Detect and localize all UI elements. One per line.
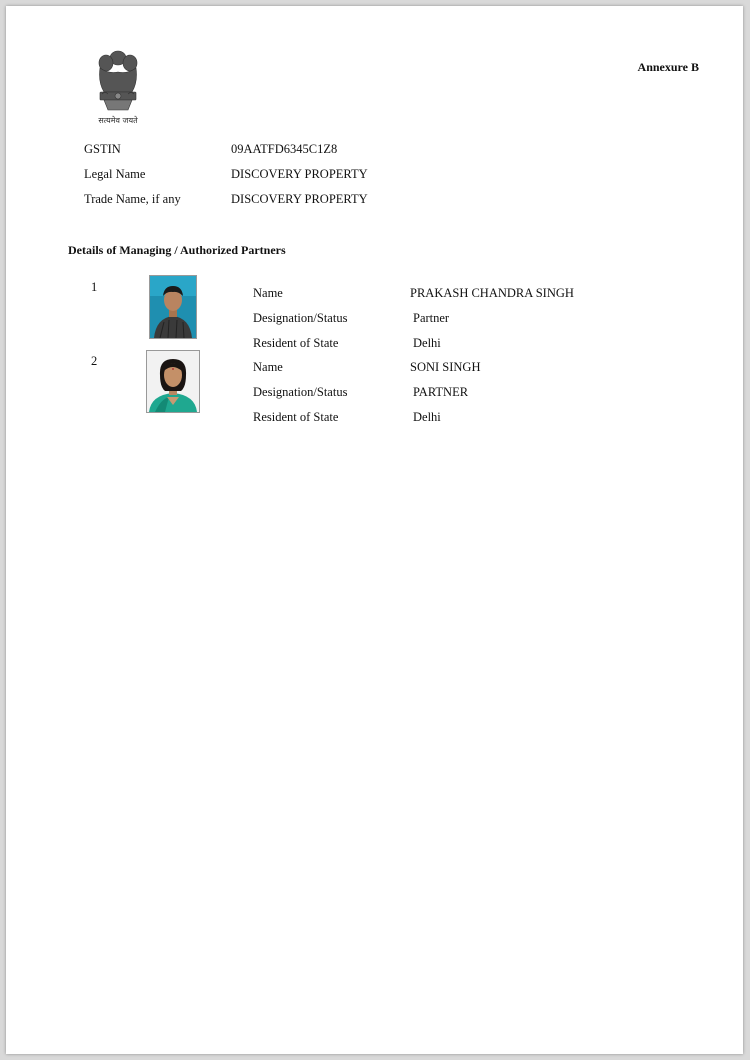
partner-index: 2 — [91, 354, 98, 368]
partner-index: 1 — [91, 280, 98, 294]
partner-photo — [146, 350, 200, 413]
emblem-motto: सत्यमेव जयते — [98, 116, 138, 125]
partner-state-value: Delhi — [413, 410, 441, 424]
gstin-value: 09AATFD6345C1Z8 — [231, 142, 338, 156]
gstin-label: GSTIN — [84, 142, 121, 156]
partner-name-label: Name — [253, 286, 283, 300]
partner-state-label: Resident of State — [253, 410, 339, 424]
partner-name-value: SONI SINGH — [410, 360, 481, 374]
partner-designation-value: PARTNER — [413, 385, 469, 399]
trade-name-value: DISCOVERY PROPERTY — [231, 192, 368, 206]
partner-name-value: PRAKASH CHANDRA SINGH — [410, 286, 574, 300]
legal-name-label: Legal Name — [84, 167, 146, 181]
trade-name-label: Trade Name, if any — [84, 192, 181, 206]
partner-designation-value: Partner — [413, 311, 450, 325]
partner-state-label: Resident of State — [253, 336, 339, 350]
partner-state-value: Delhi — [413, 336, 441, 350]
partner-name-label: Name — [253, 360, 283, 374]
partners-section-heading: Details of Managing / Authorized Partners — [68, 243, 286, 257]
annexure-label: Annexure B — [637, 60, 699, 74]
document-page — [6, 6, 743, 1054]
partner-designation-label: Designation/Status — [253, 311, 348, 325]
partner-entry-2 — [6, 354, 743, 429]
partner-photo — [149, 275, 197, 339]
legal-name-value: DISCOVERY PROPERTY — [231, 167, 368, 181]
person-photo-icon — [147, 351, 199, 412]
person-photo-icon — [150, 276, 196, 338]
partner-designation-label: Designation/Status — [253, 385, 348, 399]
partner-entry-1 — [6, 280, 743, 355]
